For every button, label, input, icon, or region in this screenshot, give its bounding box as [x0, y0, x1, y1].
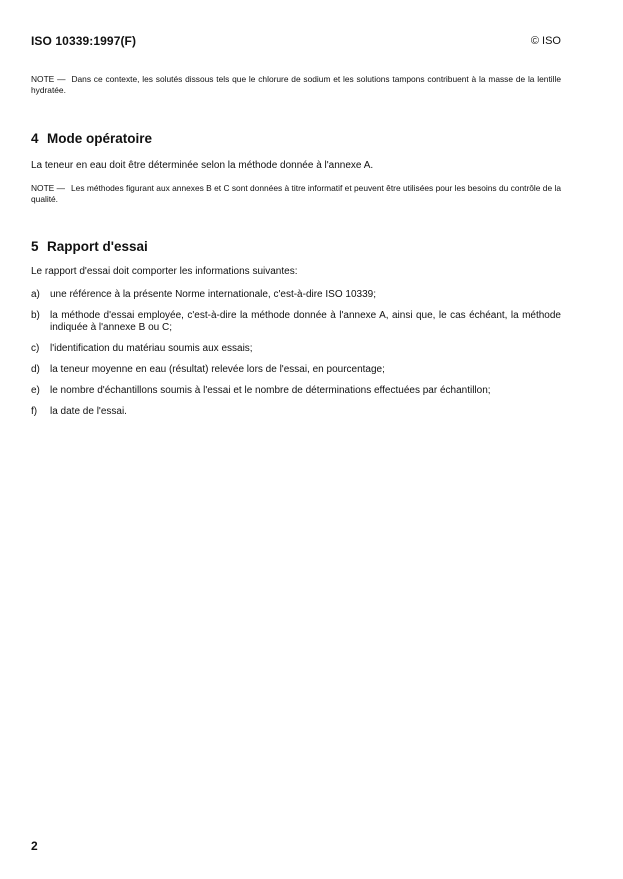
list-item-text: le nombre d'échantillons soumis à l'essai et le nombre de déterminations effectuées par échantillon; [50, 385, 491, 396]
note-hydrated-lens [31, 74, 561, 96]
note-prefix: NOTE — [31, 74, 66, 84]
list-item [31, 364, 561, 376]
list-marker: d) [31, 364, 40, 375]
list-item-text: la teneur moyenne en eau (résultat) relevée lors de l'essai, en pourcentage; [50, 364, 385, 375]
list-marker: e) [31, 385, 40, 396]
list-item [31, 310, 561, 334]
section-number: 4 [31, 131, 39, 146]
list-item-text: la date de l'essai. [50, 406, 127, 417]
list-marker: b) [31, 310, 40, 321]
section-number: 5 [31, 239, 39, 254]
section-title: Mode opératoire [47, 131, 153, 146]
list-item [31, 385, 561, 397]
list-item-text: la méthode d'essai employée, c'est-à-dire la méthode donnée à l'annexe A, ainsi que, le cas échéant, la méthode indiquée à l'annexe B ou C; [50, 310, 561, 333]
section-title: Rapport d'essai [47, 239, 148, 254]
page-header [31, 34, 561, 50]
list-item-text: l'identification du matériau soumis aux essais; [50, 343, 253, 354]
list-item [31, 343, 561, 355]
section-4-paragraph: La teneur en eau doit être déterminée selon la méthode donnée à l'annexe A. [31, 160, 374, 171]
list-item-text: une référence à la présente Norme internationale, c'est-à-dire ISO 10339; [50, 289, 376, 300]
list-marker: f) [31, 406, 38, 417]
list-marker: c) [31, 343, 40, 354]
list-marker: a) [31, 289, 40, 300]
note-prefix: NOTE — [31, 183, 65, 193]
note-annex-methods [31, 183, 561, 205]
section-5-heading [31, 239, 148, 254]
copyright-notice: © ISO [530, 35, 561, 47]
page-number: 2 [31, 839, 38, 853]
list-item [31, 289, 561, 301]
section-4-heading [31, 131, 152, 146]
note-text: Dans ce contexte, les solutés dissous tels que le chlorure de sodium et les solutions tampons contribuent à la masse de la lentille hydratée. [31, 74, 562, 95]
document-identifier: ISO 10339:1997(F) [31, 34, 137, 48]
note-text: Les méthodes figurant aux annexes B et C sont données à titre informatif et peuvent être utilisées pour les besoins du contrôle de la qualité. [31, 183, 561, 204]
list-item [31, 406, 561, 418]
section-5-intro: Le rapport d'essai doit comporter les informations suivantes: [31, 266, 298, 277]
report-requirements-list [31, 289, 561, 427]
